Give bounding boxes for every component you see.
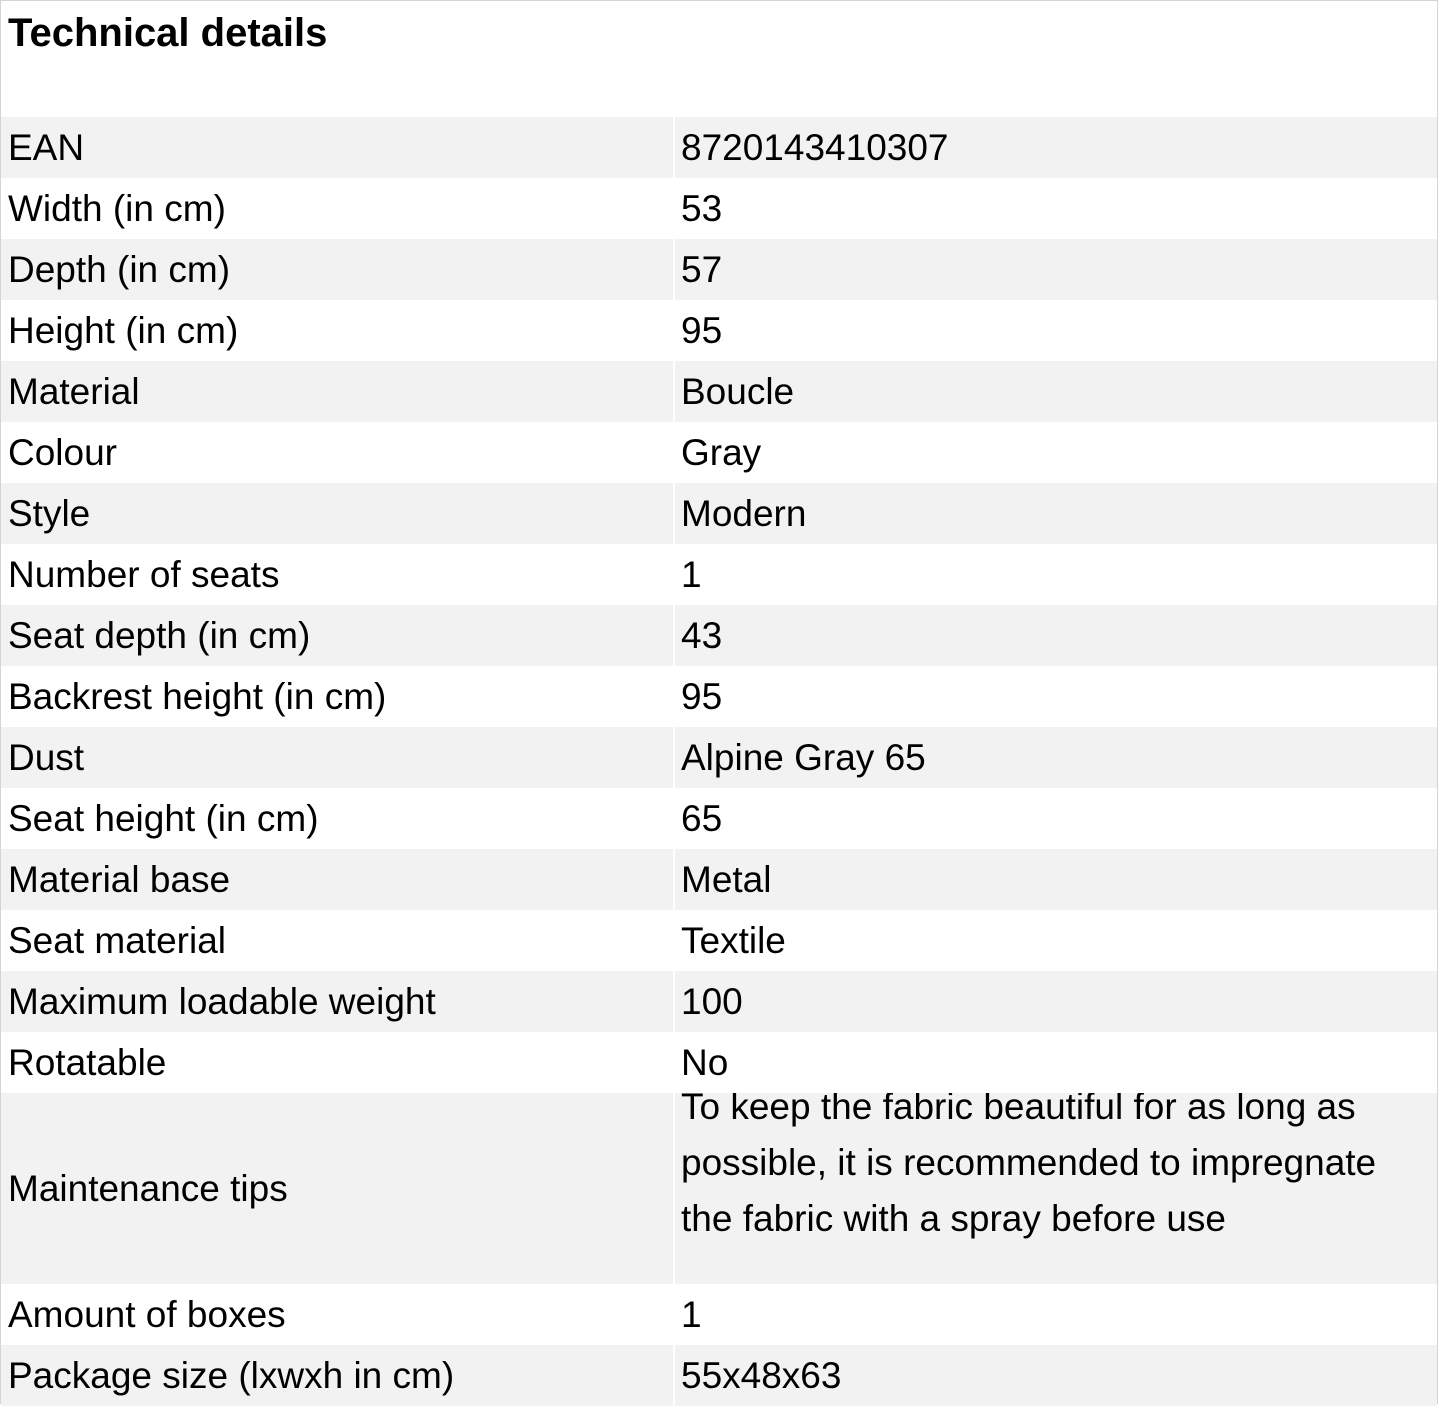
row-label: Number of seats [8, 553, 280, 595]
table-row [1, 117, 1437, 178]
row-value: Gray [681, 431, 762, 473]
row-value [675, 1093, 1437, 1284]
table-row [1, 483, 1437, 544]
table-row [1, 788, 1437, 849]
row-label: Material [1, 361, 673, 422]
row-value: 1 [681, 553, 702, 595]
row-label: Depth (in cm) [1, 239, 673, 300]
row-label: Style [1, 483, 673, 544]
table-row [1, 910, 1437, 971]
row-value: 95 [681, 309, 723, 351]
table-row [1, 1284, 1437, 1345]
row-value: Alpine Gray 65 [675, 727, 1437, 788]
row-label: Package size (lxwxh in cm) [1, 1345, 673, 1406]
row-label: Maintenance tips [1, 1093, 673, 1284]
row-value: 65 [681, 797, 723, 839]
row-label: Material base [1, 849, 673, 910]
row-label: Seat height (in cm) [8, 797, 319, 839]
title-row [1, 1, 1437, 117]
row-value: 43 [675, 605, 1437, 666]
row-value: 57 [675, 239, 1437, 300]
table-row [1, 1093, 1437, 1284]
table-row [1, 422, 1437, 483]
row-label: Width (in cm) [8, 187, 226, 229]
row-value: Textile [681, 919, 786, 961]
maintenance-tips-text: To keep the fabric beautiful for as long as possible, it is recommended to impregnate the fabric with a spray before use [681, 1093, 1377, 1239]
page-title: Technical details [8, 11, 328, 55]
row-label: Maximum loadable weight [1, 971, 673, 1032]
row-label: Rotatable [8, 1041, 167, 1083]
row-label: Dust [1, 727, 673, 788]
table-row [1, 544, 1437, 605]
table-row [1, 971, 1437, 1032]
row-label: Seat depth (in cm) [1, 605, 673, 666]
row-label: EAN [1, 117, 673, 178]
row-value: 95 [681, 675, 723, 717]
row-label: Amount of boxes [8, 1293, 286, 1335]
table-row [1, 605, 1437, 666]
table-row [1, 1032, 1437, 1093]
row-label: Backrest height (in cm) [8, 675, 387, 717]
table-row [1, 300, 1437, 361]
table-row [1, 849, 1437, 910]
row-label: Height (in cm) [8, 309, 239, 351]
table-row [1, 1345, 1437, 1406]
row-value: Modern [675, 483, 1437, 544]
row-value: No [681, 1041, 729, 1083]
row-value: 8720143410307 [675, 117, 1437, 178]
table-row [1, 361, 1437, 422]
table-row [1, 666, 1437, 727]
row-value: 55x48x63 [675, 1345, 1437, 1406]
row-label: Colour [8, 431, 117, 473]
row-value: 100 [675, 971, 1437, 1032]
row-value: Boucle [675, 361, 1437, 422]
row-value: 53 [681, 187, 723, 229]
table-row [1, 178, 1437, 239]
row-label: Seat material [8, 919, 226, 961]
spec-table [1, 117, 1437, 1406]
table-row [1, 727, 1437, 788]
table-row [1, 239, 1437, 300]
row-value: 1 [681, 1293, 702, 1335]
row-value: Metal [675, 849, 1437, 910]
